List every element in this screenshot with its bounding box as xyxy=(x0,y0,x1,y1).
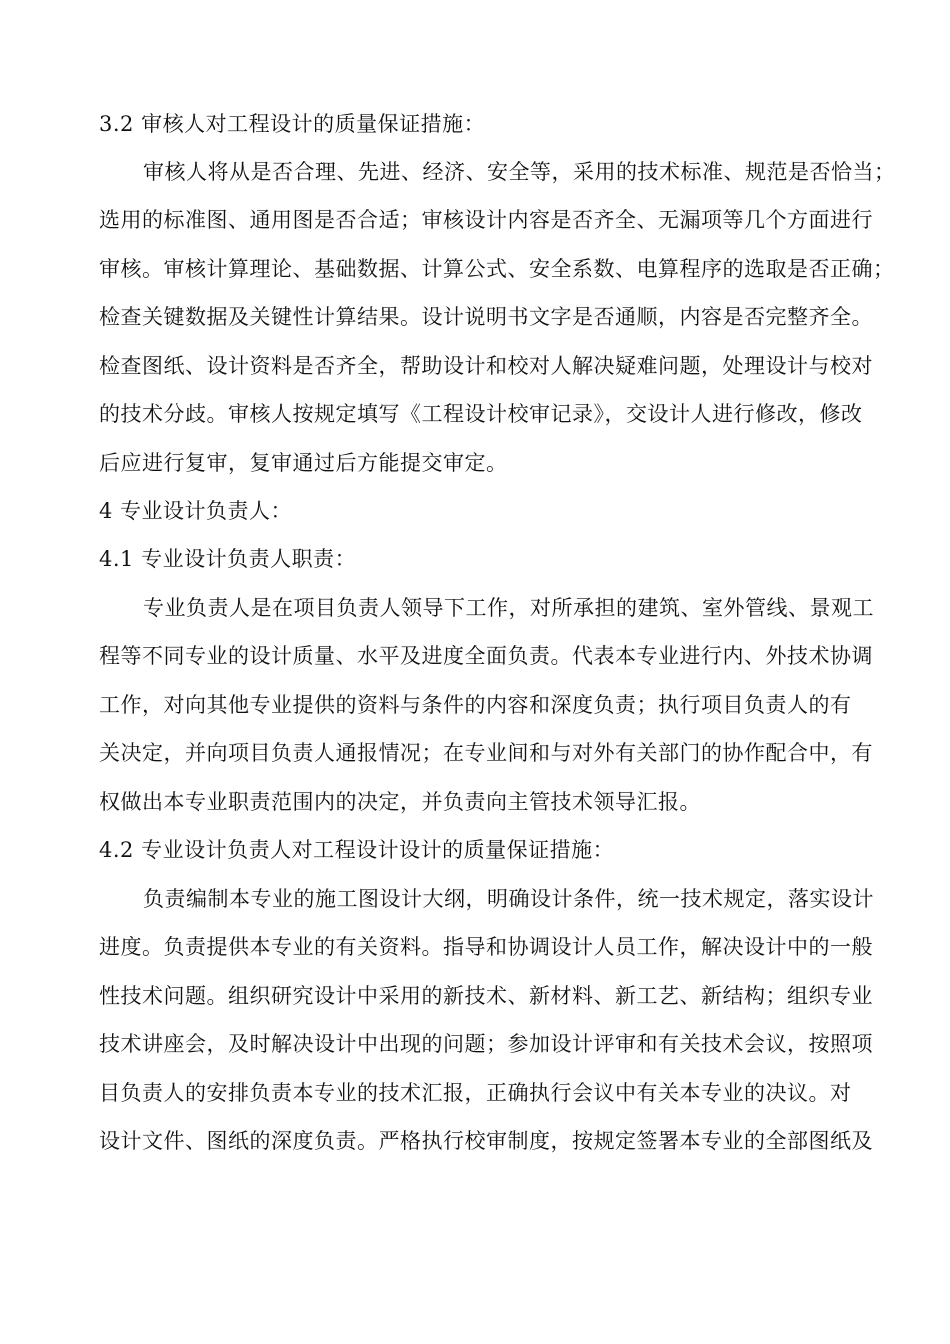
para-4-1-line-5: 权做出本专业职责范围内的决定，并负责向主管技术领导汇报。 xyxy=(99,790,701,814)
para-4-2-line-5: 目负责人的安排负责本专业的技术汇报，正确执行会议中有关本专业的决议。对 xyxy=(99,1081,852,1105)
para-3-2-line-3: 审核。审核计算理论、基础数据、计算公式、安全系数、电算程序的选取是否正确； xyxy=(99,257,895,281)
para-4-2-line-4: 技术讲座会，及时解决设计中出现的问题；参加设计评审和有关技术会议，按照项 xyxy=(99,1032,873,1056)
para-4-1-line-3: 工作，对向其他专业提供的资料与条件的内容和深度负责；执行项目负责人的有 xyxy=(99,693,852,717)
para-3-2-line-7: 后应进行复审，复审通过后方能提交审定。 xyxy=(99,451,508,475)
para-4-2-line-1: 负责编制本专业的施工图设计大纲，明确设计条件，统一技术规定，落实设计 xyxy=(143,887,874,911)
para-3-2-line-6: 的技术分歧。审核人按规定填写《工程设计校审记录》，交设计人进行修改，修改 xyxy=(99,402,863,426)
para-4-2-line-3: 性技术问题。组织研究设计中采用的新技术、新材料、新工艺、新结构；组织专业 xyxy=(99,984,873,1008)
heading-3-2: 3.2 审核人对工程设计的质量保证措施： xyxy=(99,112,486,136)
para-3-2-line-5: 检查图纸、设计资料是否齐全，帮助设计和校对人解决疑难问题，处理设计与校对 xyxy=(99,354,873,378)
para-3-2-line-4: 检查关键数据及关键性计算结果。设计说明书文字是否通顺，内容是否完整齐全。 xyxy=(99,305,873,329)
para-3-2-line-1: 审核人将从是否合理、先进、经济、安全等，采用的技术标准、规范是否恰当； xyxy=(143,160,896,184)
heading-4-2: 4.2 专业设计负责人对工程设计设计的质量保证措施： xyxy=(99,838,615,862)
heading-4: 4 专业设计负责人： xyxy=(99,499,293,523)
para-4-2-line-6: 设计文件、图纸的深度负责。严格执行校审制度，按规定签署本专业的全部图纸及 xyxy=(99,1129,873,1153)
para-4-2-line-2: 进度。负责提供本专业的有关资料。指导和协调设计人员工作，解决设计中的一般 xyxy=(99,935,873,959)
para-4-1-line-4: 关决定，并向项目负责人通报情况；在专业间和与对外有关部门的协作配合中，有 xyxy=(99,741,873,765)
para-4-1-line-2: 程等不同专业的设计质量、水平及进度全面负责。代表本专业进行内、外技术协调 xyxy=(99,644,873,668)
para-3-2-line-2: 选用的标准图、通用图是否合适；审核设计内容是否齐全、无漏项等几个方面进行 xyxy=(99,208,873,232)
para-4-1-line-1: 专业负责人是在项目负责人领导下工作，对所承担的建筑、室外管线、景观工 xyxy=(143,596,874,620)
heading-4-1: 4.1 专业设计负责人职责： xyxy=(99,547,357,571)
